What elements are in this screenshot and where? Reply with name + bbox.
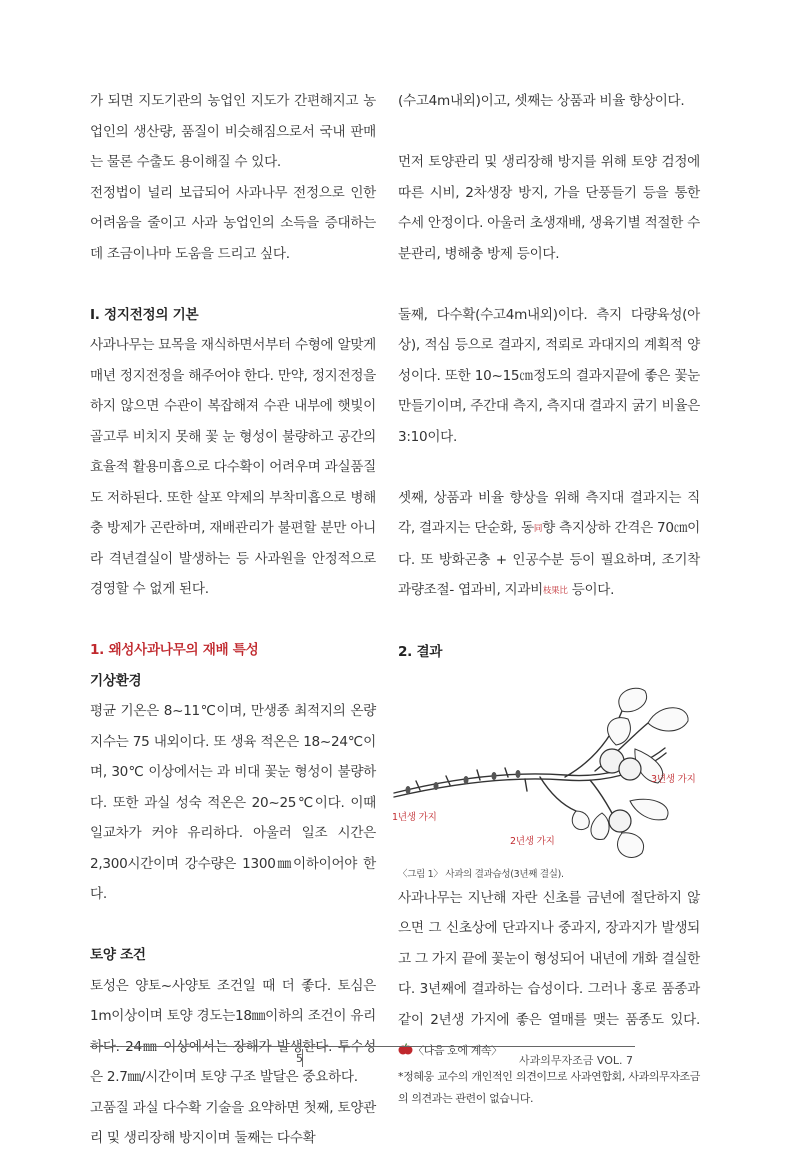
left-paragraph-climate: 평균 기온은 8~11℃이며, 만생종 최적지의 온량 지수는 75 내외이다. 또 생육 적온은 18~24℃이며, 30℃ 이상에서는 과 비대 꽃눈 형성이 불량하다. 또한 과실 성숙 적온은 20~25℃이다. 이때 일교차가 커야 유리하다. 아울러 일조 시간은 2,300시간이며 강수량은 1300㎜이하이어야 한다. — [90, 703, 376, 902]
right-paragraph-2: 먼저 토양관리 및 생리장해 방지를 위해 토양 검정에 따른 시비, 2차생장 방지, 가을 단풍들기 등을 통한 수세 안정이다. 아울러 초생재배, 생육기별 적절한 수분관리, 병해충 방제 등이다. — [398, 154, 700, 262]
left-paragraph-1: 가 되면 지도기관의 농업인 지도가 간편해지고 농업인의 생산량, 품질이 비슷해짐으로서 국내 판매는 물론 수출도 용이해질 수 있다. — [90, 93, 376, 170]
right-column — [392, 86, 701, 1110]
footer-divider — [90, 1049, 303, 1067]
right-paragraph-1: (수고4m내외)이고, 셋째는 상품과 비율 향상이다. — [398, 93, 685, 109]
left-column — [90, 86, 376, 1154]
label-2-year-branch: 2년생 가지 — [510, 835, 555, 847]
right-paragraph-5: 사과나무는 지난해 자란 신초를 금년에 절단하지 않으면 그 신초상에 단과지나 중과지, 장과지가 발생되고 그 가지 끝에 꽃눈이 형성되어 내년에 개화 결실한다. 3년째에 결과하는 습성이다. 그러나 홍로 품종과 같이 2년생 가지에 좋은 열매를 맺는 품종도 있다. 〈다음 호에 계속〉 — [398, 889, 700, 1057]
label-3-year-branch: 3년생 가지 — [651, 773, 696, 785]
subheading-climate: 기상환경 — [90, 672, 142, 689]
subheading-soil: 토양 조건 — [90, 947, 146, 963]
page-number: 5 — [296, 1052, 303, 1065]
left-paragraph-soil: 토성은 양토~사양토 조건일 때 더 좋다. 토심은 1m이상이며 토양 경도는18㎜이하의 조건이 유리하다. 24㎜ 이상에서는 장해가 발생한다. 투수성은 2.7㎜/시간이며 토양 구조 발달은 중요하다. — [90, 977, 376, 1085]
apple-branch-illustration — [390, 683, 700, 867]
continued-notice: 〈다음 호에 계속〉 — [413, 1044, 502, 1057]
label-1-year-branch: 1년생 가지 — [392, 811, 437, 823]
publication-title: 사과의무자조금 VOL. 7 — [519, 1054, 633, 1067]
left-paragraph-3: 사과나무는 묘목을 재식하면서부터 수형에 알맞게 매년 정지전정을 해주어야 한다. 만약, 정지전정을 하지 않으면 수관이 복잡해져 수관 내부에 햇빛이 골고루 비치지 못해 꽃 눈 형성이 불량하고 공간의 효율적 활용미흡으로 다수확이 어려우며 과실품질도 저하된다. 또한 살포 약제의 부착미흡으로 병해충 방제가 곤란하며, 재배관리가 불편할 분만 아니라 격년결실이 발생하는 등 사과원을 안정적으로 경영할 수 없게 된다. — [90, 337, 376, 597]
footer-rule — [90, 1046, 635, 1047]
left-paragraph-summary: 고품질 과실 다수확 기술을 요약하면 첫째, 토양관리 및 생리장해 방지이며 둘째는 다수확 — [90, 1099, 376, 1146]
section-heading-dwarf-apple: 1. 왜성사과나무의 재배 특성 — [90, 642, 259, 658]
disclaimer-note: *정혜웅 교수의 개인적인 의견이므로 사과연합회, 사과의무자조금의 의견과는 관련이 없습니다. — [398, 1069, 700, 1105]
section-heading-basics: Ⅰ. 정지전정의 기본 — [90, 306, 199, 323]
hanja-annotation: 枝果比 — [542, 586, 568, 596]
section-heading-fruiting: 2. 결과 — [398, 644, 443, 660]
hanja-annotation: 同 — [533, 524, 543, 534]
left-paragraph-2: 전정법이 널리 보급되어 사과나무 전정으로 인한 어려움을 줄이고 사과 농업인의 소득을 증대하는데 조금이나마 도움을 드리고 싶다. — [90, 184, 376, 262]
apple-icon — [398, 1043, 413, 1055]
figure-caption: 〈그림 1〉 사과의 결과습성(3년째 결실). — [398, 868, 564, 880]
right-paragraph-3: 둘째, 다수확(수고4m내외)이다. 측지 다량육성(아상), 적심 등으로 결과지, 적뢰로 과대지의 계획적 양성이다. 또한 10~15㎝정도의 결과지끝에 좋은 꽃눈 만들기이며, 주간대 측지, 측지대 결과지 굵기 비율은 3:10이다. — [398, 306, 700, 445]
right-paragraph-4: 셋째, 상품과 비율 향상을 위해 측지대 결과지는 직각, 결과지는 단순화, 동同향 측지상하 간격은 70㎝이다. 또 방화곤충 + 인공수분 등이 필요하며, 조기착과량조절- 엽과비, 지과비枝果比 등이다. — [398, 489, 701, 598]
